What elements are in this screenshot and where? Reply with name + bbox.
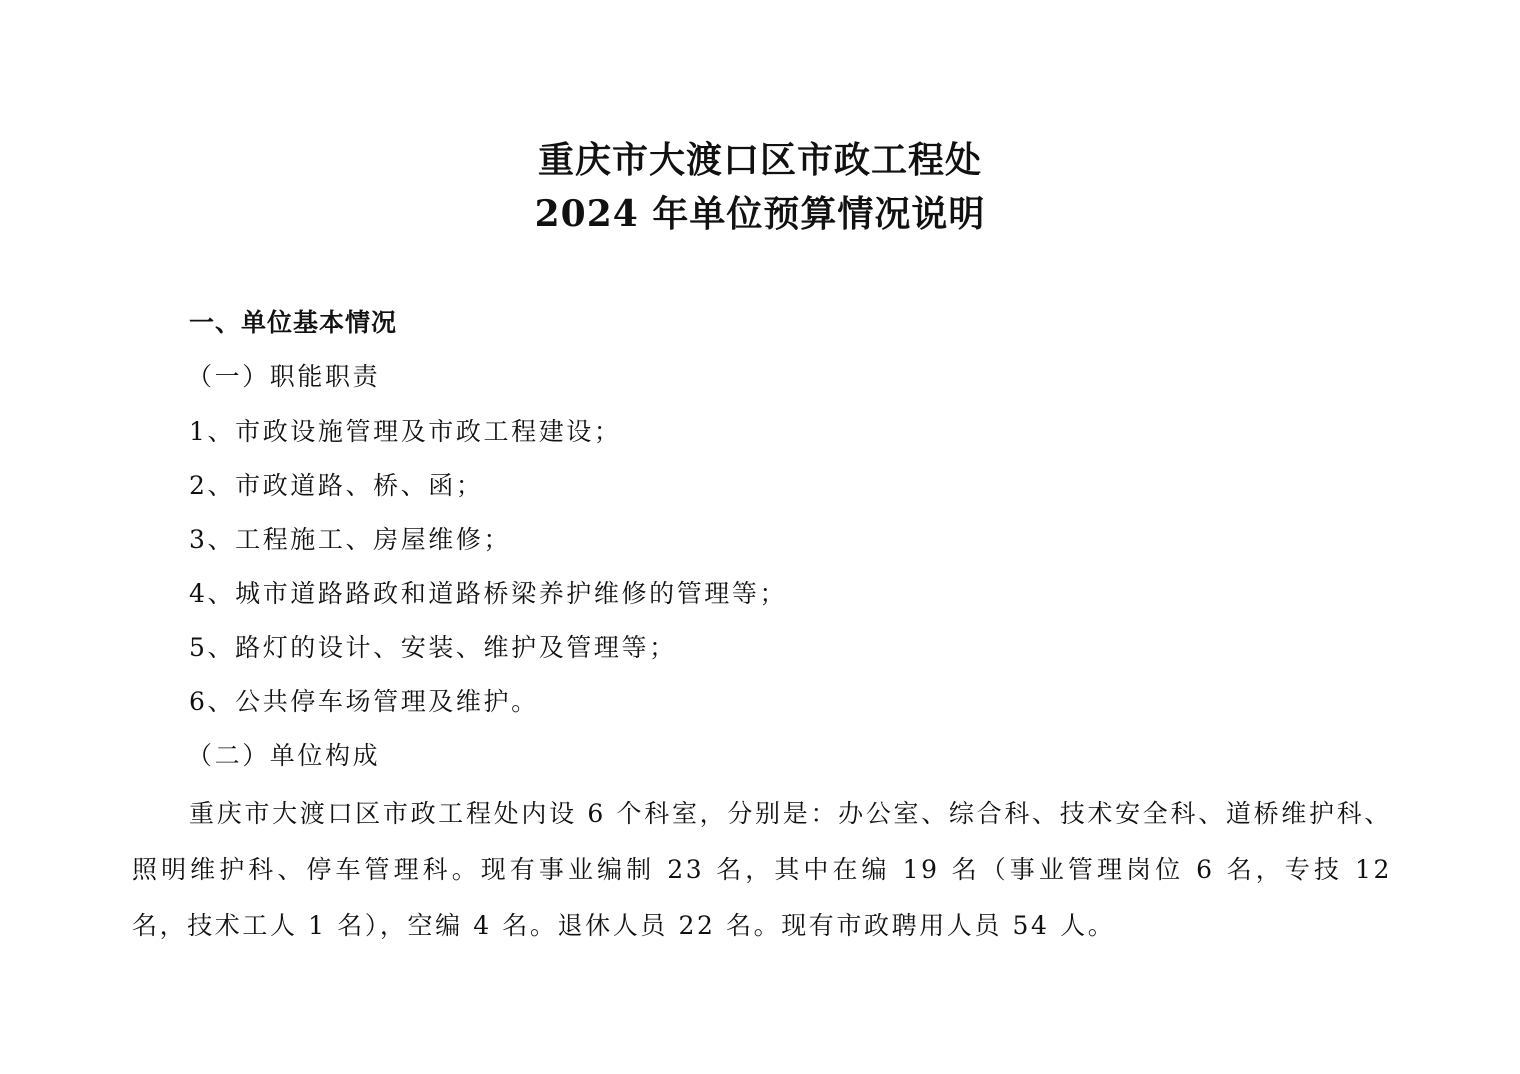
duty-item-1: 1、市政设施管理及市政工程建设； [189,417,622,446]
document-title: 重庆市大渡口区市政工程处 [537,139,982,181]
duty-item-6: 6、公共停车场管理及维护。 [189,687,539,716]
section-heading-basic-info: 一、单位基本情况 [189,308,398,337]
duty-item-4: 4、城市道路路政和道路桥梁养护维修的管理等； [189,579,788,608]
subsection-heading-composition: （二）单位构成 [187,741,381,770]
duty-item-5: 5、路灯的设计、安装、维护及管理等； [189,633,677,662]
duty-item-3: 3、工程施工、房屋维修； [189,525,512,554]
subsection-heading-duties: （一）职能职责 [187,362,381,391]
duty-item-2: 2、市政道路、桥、函； [189,471,484,500]
document-subtitle: 2024 年单位预算情况说明 [534,193,986,235]
composition-paragraph: 重庆市大渡口区市政工程处内设 6 个科室，分别是：办公室、综合科、技术安全科、道桥维护科、照明维护科、停车管理科。现有事业编制 23 名，其中在编 19 名（事业管理岗位 6 名，专技 12 名，技术工人 1 名），空编 4 名。退休人员 22 名。现有市政聘用人员 54 人。 [132,799,1392,940]
